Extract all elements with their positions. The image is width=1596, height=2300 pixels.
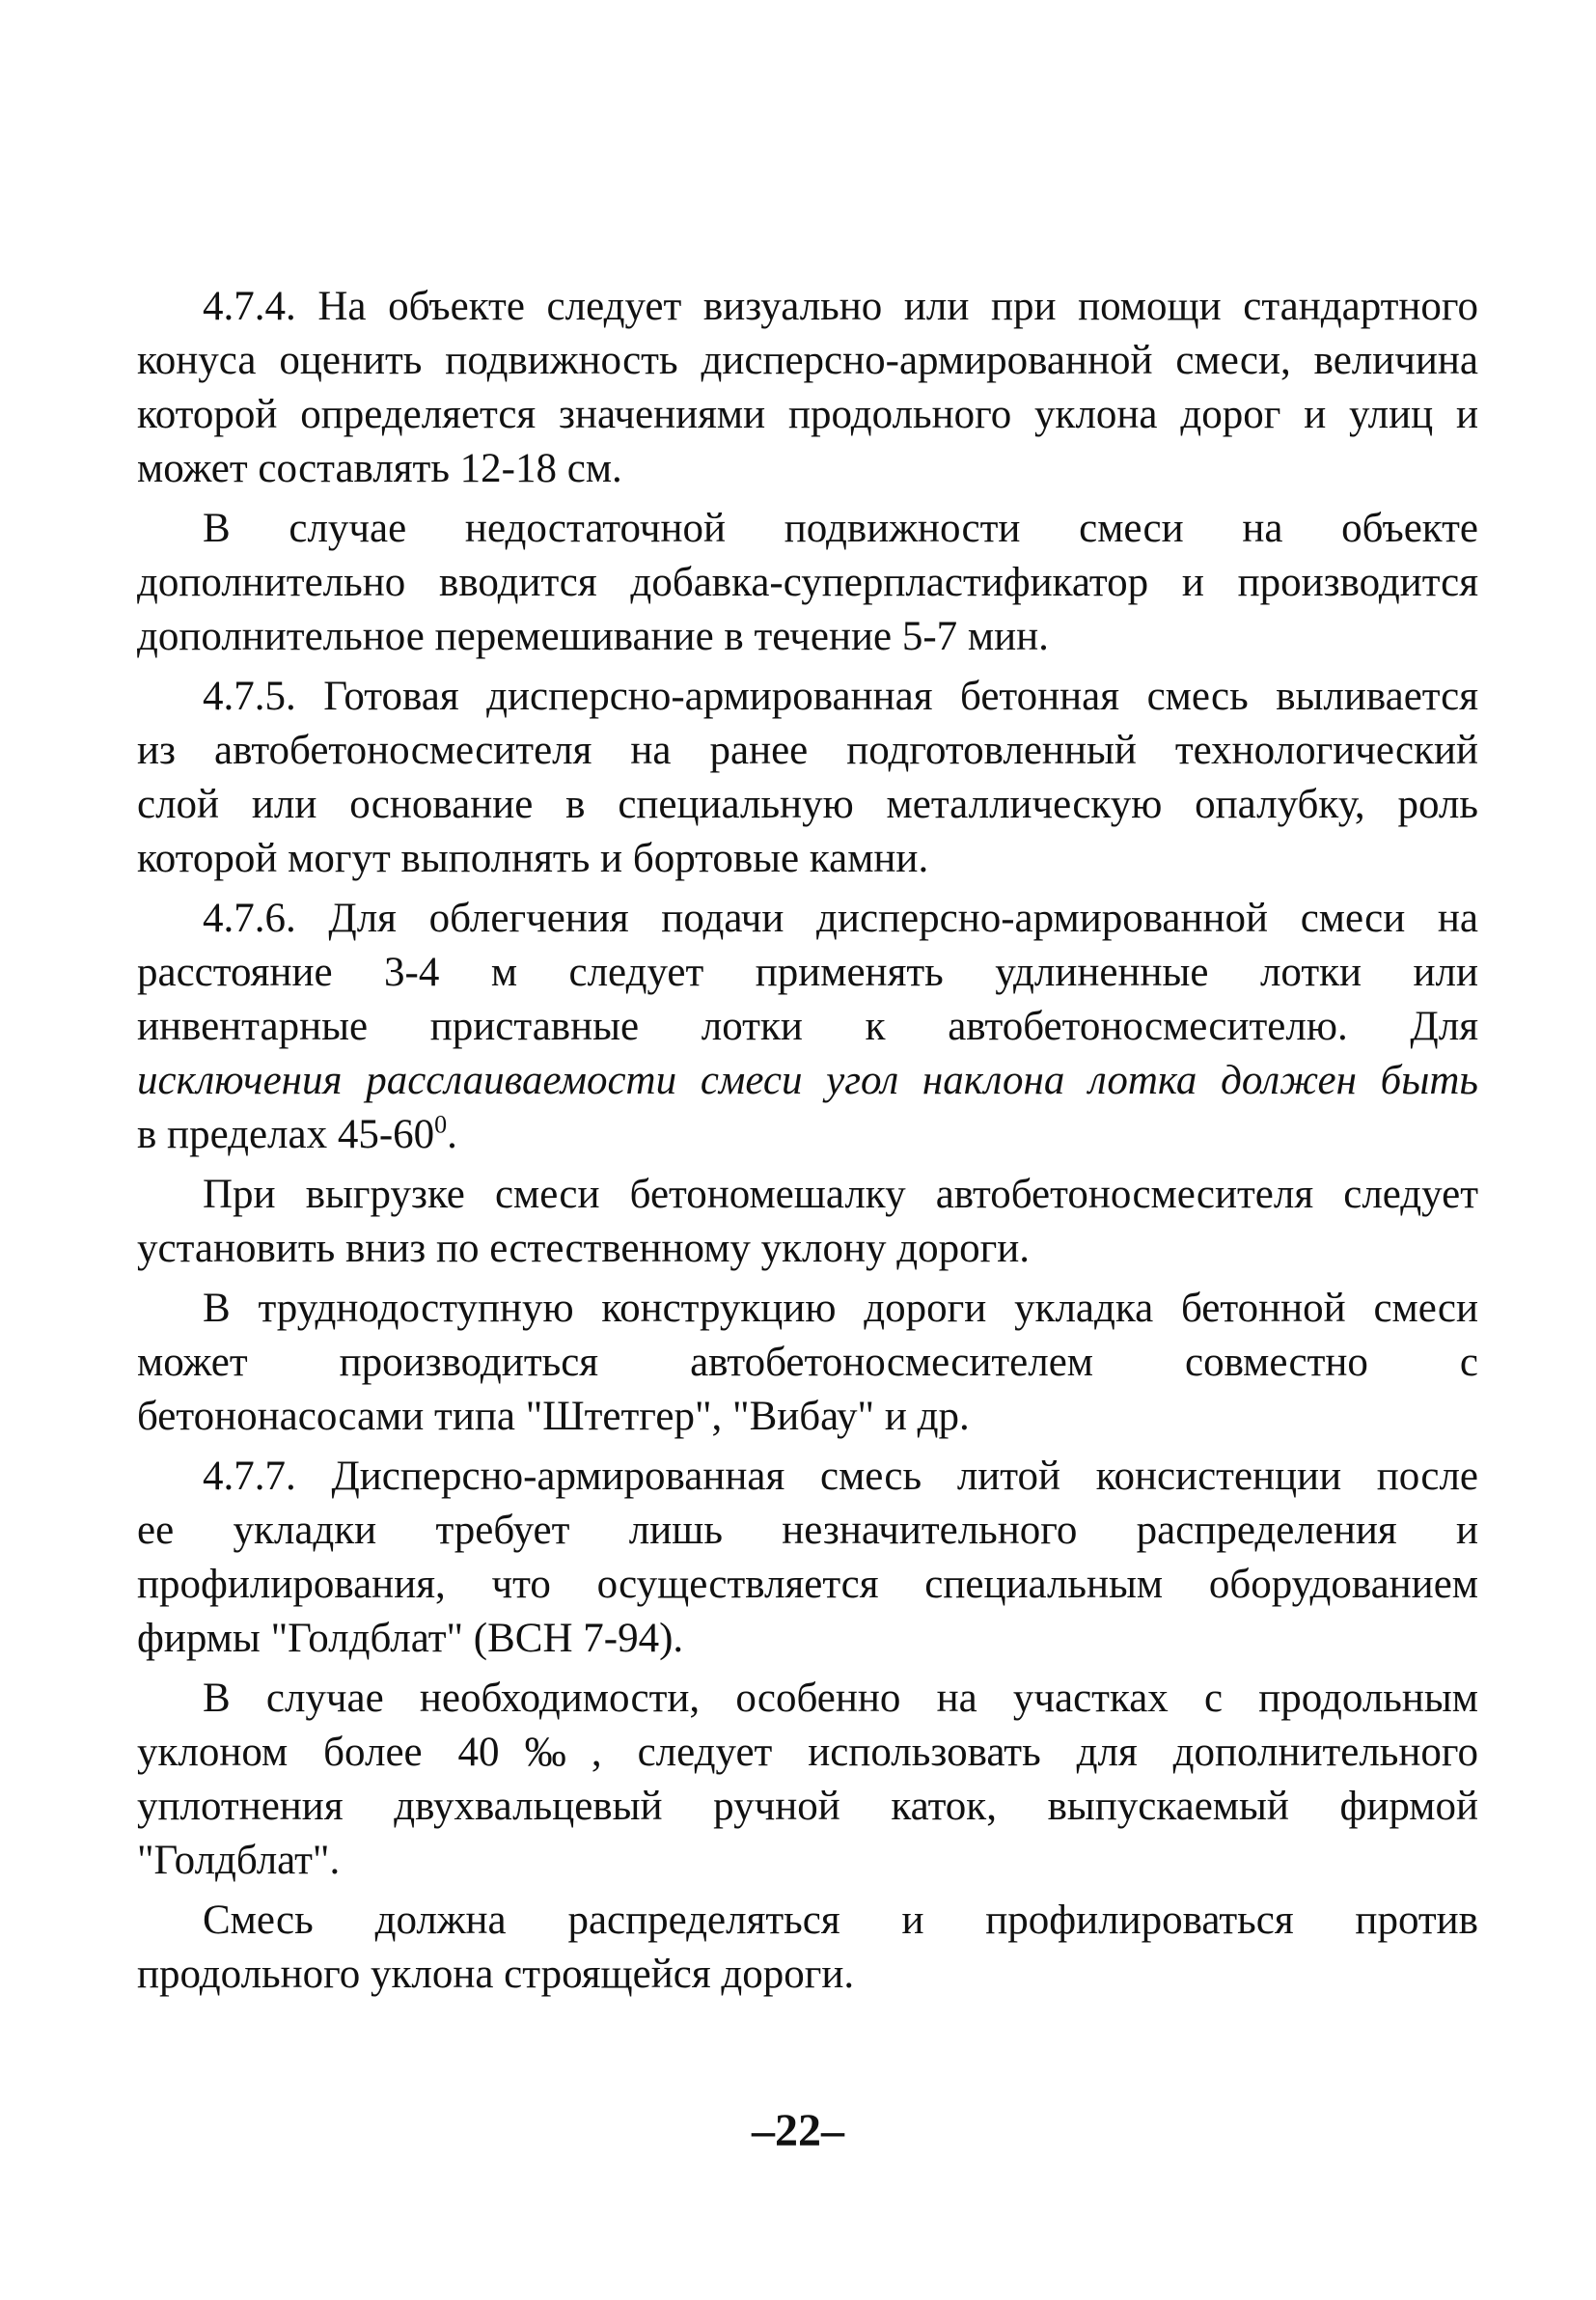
paragraph-5-line-2: установить вниз по естественному уклону дороги. xyxy=(137,1226,1031,1271)
paragraph-4-line-5-text: в пределах 45-60 xyxy=(137,1112,435,1157)
paragraph-1-line-1: 4.7.4. На объекте следует визуально или при помощи стандартного xyxy=(203,284,1478,329)
paragraph-1-line-2: конуса оценить подвижность дисперсно-армированной смеси, величина xyxy=(137,338,1478,383)
degree-superscript: 0 xyxy=(434,1110,448,1139)
paragraph-1-line-3: которой определяется значениями продольного уклона дорог и улиц и xyxy=(137,392,1478,437)
paragraph-2-line-1: В случае недостаточной подвижности смеси на объекте xyxy=(203,506,1478,551)
paragraph-3-line-1: 4.7.5. Готовая дисперсно-армированная бетонная смесь выливается xyxy=(203,674,1478,719)
page-number: –22– xyxy=(752,2105,844,2156)
paragraph-1-line-4: может составлять 12-18 см. xyxy=(137,446,622,491)
paragraph-8-line-3: уплотнения двухвальцевый ручной каток, выпускаемый фирмой xyxy=(137,1784,1478,1829)
paragraph-3-line-4: которой могут выполнять и бортовые камни. xyxy=(137,836,929,881)
paragraph-9-line-2: продольного уклона строящейся дороги. xyxy=(137,1952,855,1997)
paragraph-9-line-1: Смесь должна распределяться и профилироваться против xyxy=(203,1898,1478,1943)
paragraph-2-line-2: дополнительно вводится добавка-суперпластификатор и производится xyxy=(137,560,1478,605)
paragraph-6-line-3: бетононасосами типа "Штетгер", "Вибау" и др. xyxy=(137,1394,970,1439)
paragraph-5-line-1: При выгрузке смеси бетономешалку автобетоносмесителя следует xyxy=(203,1172,1478,1217)
paragraph-4-line-2: расстояние 3-4 м следует применять удлиненные лотки или xyxy=(137,950,1478,995)
paragraph-8-line-1: В случае необходимости, особенно на участках с продольным xyxy=(203,1676,1478,1721)
paragraph-3-line-3: слой или основание в специальную металлическую опалубку, роль xyxy=(137,782,1478,827)
paragraph-4-line-3: инвентарные приставные лотки к автобетоносмесителю. Для xyxy=(137,1004,1478,1049)
paragraph-4-line-5-tail: . xyxy=(447,1112,457,1157)
paragraph-2-line-3: дополнительное перемешивание в течение 5-7 мин. xyxy=(137,614,1049,659)
paragraph-4-line-1: 4.7.6. Для облегчения подачи дисперсно-армированной смеси на xyxy=(203,896,1478,941)
paragraph-3-line-2: из автобетоносмесителя на ранее подготовленный технологический xyxy=(137,728,1478,773)
paragraph-6-line-2: может производиться автобетоносмесителем совместно с xyxy=(137,1340,1478,1385)
paragraph-7-line-3: профилирования, что осуществляется специальным оборудованием xyxy=(137,1562,1478,1607)
paragraph-7-line-4: фирмы "Голдблат" (ВСН 7-94). xyxy=(137,1616,684,1661)
paragraph-7-line-2: ее укладки требует лишь незначительного распределения и xyxy=(137,1508,1478,1553)
paragraph-7-line-1: 4.7.7. Дисперсно-армированная смесь литой консистенции после xyxy=(203,1454,1478,1499)
paragraph-4-line-5 xyxy=(137,1108,1478,1162)
paragraph-4-line-4: исключения расслаиваемости смеси угол наклона лотка должен быть xyxy=(137,1058,1478,1103)
paragraph-8-line-4: "Голдблат". xyxy=(137,1838,341,1883)
paragraph-8-line-2: уклоном более 40‰, следует использовать для дополнительного xyxy=(137,1730,1478,1775)
paragraph-6-line-1: В труднодоступную конструкцию дороги укладка бетонной смеси xyxy=(203,1286,1478,1331)
